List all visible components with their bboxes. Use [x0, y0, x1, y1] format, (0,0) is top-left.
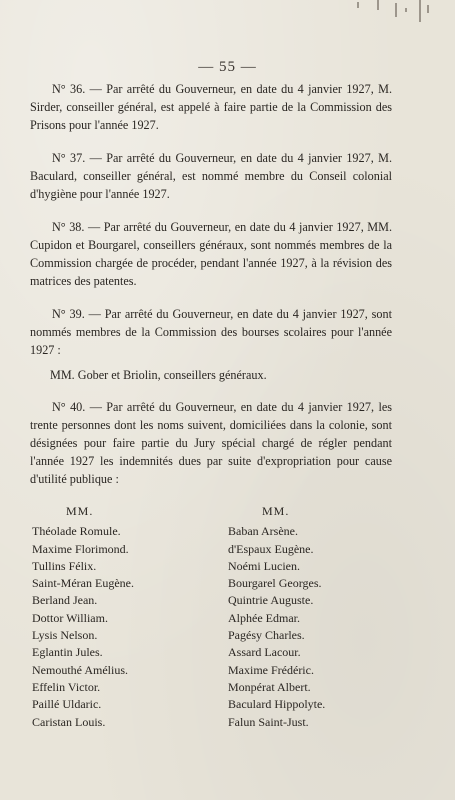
paragraph-number: N° 37.: [52, 151, 86, 165]
jury-name: Monpérat Albert.: [228, 679, 311, 694]
jury-name: Maxime Frédéric.: [228, 662, 314, 677]
jury-name: Théolade Romule.: [32, 524, 121, 539]
paragraph-text: — Par arrêté du Gouverneur, en date du 4 janvier 1927, les trente personnes dont les noms suivent, domiciliées dans la colonie, sont désignées pour faire partie du Jury spécial chargé de régler pendant l'année 1927 les indemnités dues par suite d'expropriation pour cause d'utilité publique :: [30, 400, 392, 486]
jury-name: Nemouthé Amélius.: [32, 662, 128, 677]
paragraph-38: [30, 218, 392, 290]
column-header: MM.: [262, 504, 290, 518]
jury-name: Paillé Uldaric.: [32, 697, 102, 712]
paragraph-text: — Par arrêté du Gouverneur, en date du 4 janvier 1927, M. Baculard, conseiller général, est nommé membre du Conseil colonial d'hygiène pour l'année 1927.: [30, 151, 392, 201]
jury-name: Bourgarel Georges.: [228, 576, 322, 591]
jury-name: Baban Arsène.: [228, 524, 298, 539]
jury-name: Pagésy Charles.: [228, 628, 305, 643]
paragraph-37: [30, 149, 392, 203]
jury-name: d'Espaux Eugène.: [228, 541, 314, 556]
jury-name: Berland Jean.: [32, 593, 98, 608]
paragraph-number: N° 38.: [52, 220, 85, 234]
paragraph-number: N° 36.: [52, 82, 86, 96]
paragraph-39: [30, 305, 392, 359]
jury-name: Maxime Florimond.: [32, 541, 129, 556]
paragraph-40: [30, 398, 392, 488]
jury-name: Noémi Lucien.: [228, 558, 300, 573]
jury-name: Effelin Victor.: [32, 679, 101, 694]
jury-name: Quintrie Auguste.: [228, 593, 314, 608]
paragraph-text: — Par arrêté du Gouverneur, en date du 4 janvier 1927, M. Sirder, conseiller général, est appelé à faire partie de la Commission des Prisons pour l'année 1927.: [30, 82, 392, 132]
jury-name: Falun Saint-Just.: [228, 714, 309, 729]
paragraph-text: — Par arrêté du Gouverneur, en date du 4 janvier 1927, MM. Cupidon et Bourgarel, conseillers généraux, sont nommés membres de la Commission chargée de procéder, pendant l'année 1927, à la révision des matrices des patentes.: [30, 220, 392, 288]
jury-name: Tullins Félix.: [32, 558, 97, 573]
jury-column-right: [228, 503, 408, 731]
jury-column-left: [32, 503, 212, 731]
paragraph-number: N° 39.: [52, 307, 85, 321]
page-number: — 55 —: [198, 59, 257, 75]
bourses-members: MM. Gober et Briolin, conseillers généraux.: [50, 368, 267, 382]
jury-name: Assard Lacour.: [228, 645, 301, 660]
paragraph-number: N° 40.: [52, 400, 86, 414]
jury-name: Eglantin Jules.: [32, 645, 103, 660]
jury-name: Lysis Nelson.: [32, 628, 98, 643]
document-body: [30, 80, 392, 729]
column-header: MM.: [66, 504, 94, 518]
edge-marks: [347, 0, 437, 28]
jury-name: Saint-Méran Eugène.: [32, 576, 134, 591]
jury-name: Caristan Louis.: [32, 714, 106, 729]
jury-name: Dottor William.: [32, 610, 108, 625]
paragraph-text: — Par arrêté du Gouverneur, en date du 4 janvier 1927, sont nommés membres de la Commission des bourses scolaires pour l'année 1927 :: [30, 307, 392, 357]
jury-name: Baculard Hippolyte.: [228, 697, 326, 712]
jury-name: Alphée Edmar.: [228, 610, 300, 625]
paragraph-36: [30, 80, 392, 134]
